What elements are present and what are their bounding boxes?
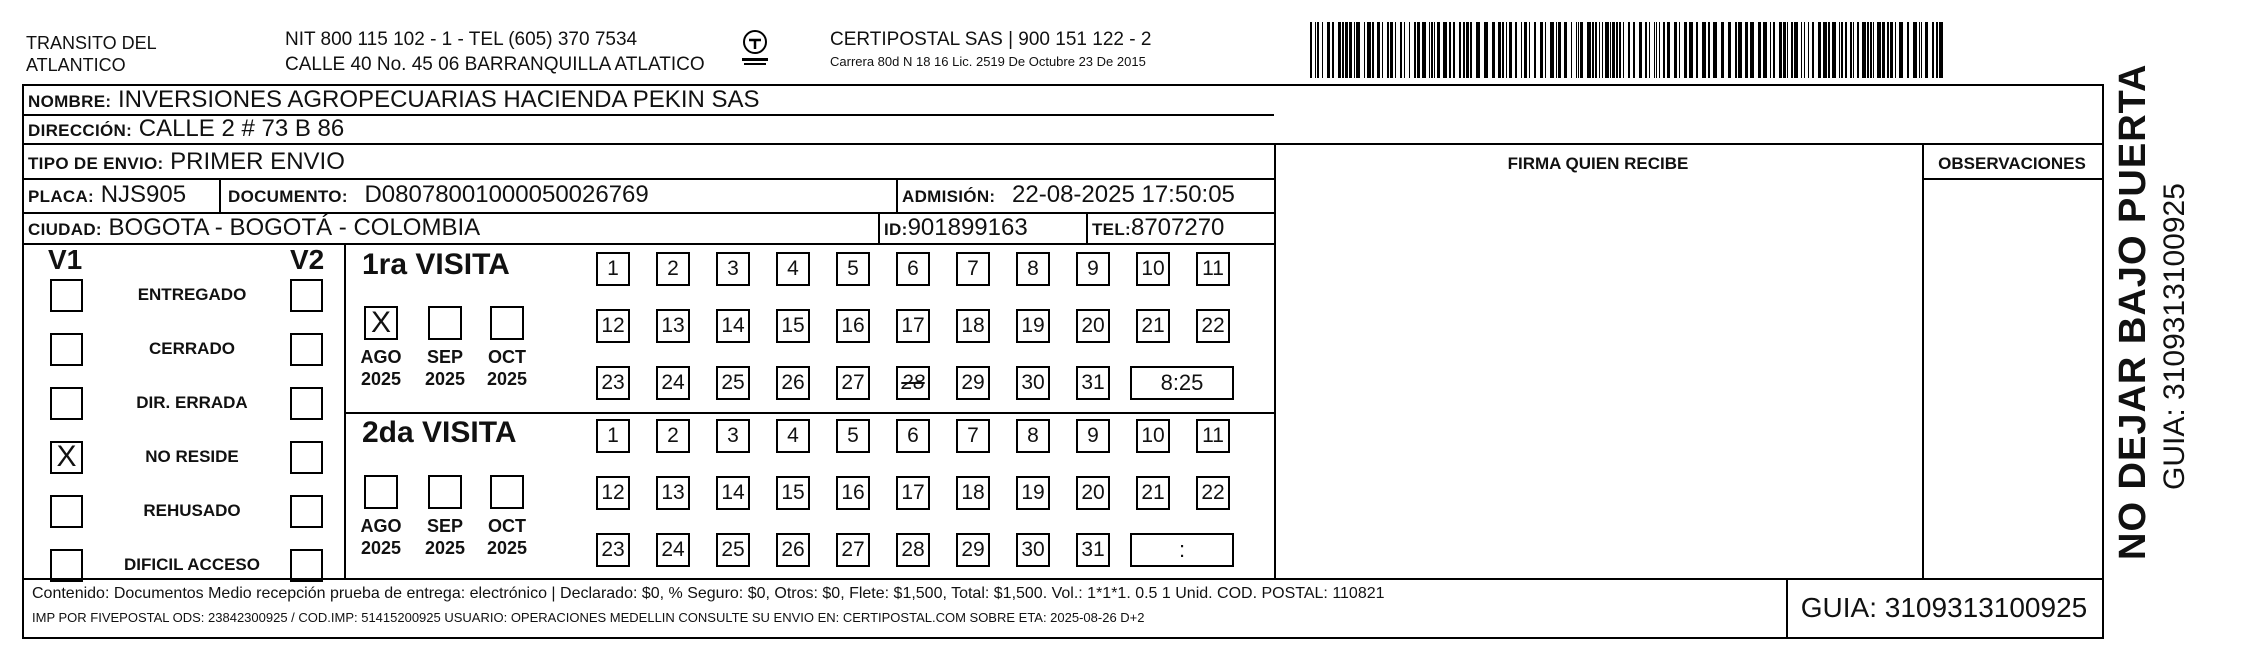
day-box[interactable]: 6: [896, 252, 930, 286]
placa-label: PLACA:: [28, 187, 95, 206]
barcode-bar: [1623, 22, 1624, 78]
barcode-bar: [1414, 22, 1416, 78]
rule: [896, 178, 898, 212]
v2-checkbox[interactable]: [290, 279, 323, 312]
barcode-bar: [1322, 22, 1323, 78]
day-box[interactable]: 11: [1196, 252, 1230, 286]
side-warning: NO DEJAR BAJO PUERTA: [2112, 63, 2154, 560]
barcode-bar: [1679, 22, 1680, 78]
v2-checkbox[interactable]: [290, 549, 323, 582]
barcode-bar: [1492, 22, 1495, 78]
footer-content: Contenido: Documentos Medio recepción prueba de entrega: electrónico | Declarado: $0, % Seguro: $0, Otros: $0, Flete: $1,500, Total: $1,500. Vol.: 1*1*1. 0.5 1 Unid. COD. POSTAL: 110821: [32, 585, 1385, 602]
rule: [1922, 143, 1924, 578]
day-box[interactable]: 24: [656, 533, 690, 567]
barcode-bar: [1317, 22, 1319, 78]
barcode-bar: [1364, 22, 1365, 78]
barcode-bar: [1377, 22, 1380, 78]
ciudad-value: BOGOTA - BOGOTÁ - COLOMBIA: [108, 214, 481, 241]
barcode-bar: [1429, 22, 1430, 78]
day-box[interactable]: 11: [1196, 419, 1230, 453]
barcode-bar: [1332, 22, 1334, 78]
status-label: ENTREGADO: [137, 285, 247, 304]
direccion-label: DIRECCIÓN:: [28, 121, 133, 140]
rule: [344, 412, 1274, 414]
barcode-bar: [1907, 22, 1909, 78]
v1-checkbox[interactable]: [50, 549, 83, 582]
time-box[interactable]: :: [1130, 533, 1234, 567]
barcode-bar: [1387, 22, 1389, 78]
month-label: AGO: [360, 516, 402, 536]
day-box[interactable]: 29: [956, 533, 990, 567]
day-box[interactable]: 31: [1076, 533, 1110, 567]
id-value: 901899163: [907, 214, 1028, 241]
barcode-bar: [1867, 22, 1869, 78]
barcode: [1310, 22, 1945, 78]
barcode-bar: [1921, 22, 1922, 78]
barcode-bar: [1850, 22, 1852, 78]
barcode-bar: [1812, 22, 1814, 78]
barcode-bar: [1936, 22, 1938, 78]
issuer-line-2: ATLANTICO: [26, 55, 126, 75]
barcode-bar: [1828, 22, 1830, 78]
month-year: 2025: [486, 369, 528, 389]
barcode-bar: [1342, 22, 1344, 78]
barcode-bar: [1338, 22, 1341, 78]
day-box[interactable]: 30: [1016, 533, 1050, 567]
barcode-bar: [1794, 22, 1798, 78]
status-label: DIFICIL ACCESO: [123, 555, 260, 574]
barcode-bar: [1409, 22, 1410, 78]
barcode-bar: [1708, 22, 1710, 78]
day-box[interactable]: 19: [1016, 309, 1050, 343]
day-box[interactable]: 17: [896, 309, 930, 343]
barcode-bar: [1349, 22, 1352, 78]
barcode-bar: [1576, 22, 1577, 78]
day-box[interactable]: 15: [776, 476, 810, 510]
day-box[interactable]: 18: [956, 476, 990, 510]
tipo-envio-label: TIPO DE ENVIO:: [28, 154, 164, 173]
rule: [22, 578, 2102, 580]
day-box[interactable]: 12: [596, 309, 630, 343]
day-box[interactable]: 27: [836, 366, 870, 400]
carrier-info: [830, 28, 1151, 72]
rule: [1922, 178, 2102, 180]
carrier-license: Carrera 80d N 18 16 Lic. 2519 De Octubre 23 De 2015: [830, 54, 1146, 69]
barcode-bar: [1545, 22, 1546, 78]
barcode-bar: [1696, 22, 1698, 78]
month-label: AGO: [360, 347, 402, 367]
month-checkbox[interactable]: [428, 475, 462, 509]
documento-field: [228, 181, 649, 211]
visit2-title: 2da VISITA: [362, 416, 517, 449]
barcode-bar: [1684, 22, 1687, 78]
issuer-info: [285, 27, 705, 77]
barcode-bar: [1932, 22, 1934, 78]
barcode-bar: [1919, 22, 1920, 78]
barcode-bar: [1738, 22, 1742, 78]
tel-label: TEL:: [1092, 220, 1131, 239]
direccion-value: CALLE 2 # 73 B 86: [138, 115, 345, 142]
time-box[interactable]: 8:25: [1130, 366, 1234, 400]
barcode-bar: [1395, 22, 1396, 78]
barcode-bar: [1372, 22, 1374, 78]
tipo-envio-value: PRIMER ENVIO: [170, 148, 345, 175]
barcode-bar: [1315, 22, 1316, 78]
barcode-bar: [1400, 22, 1402, 78]
day-box[interactable]: 1: [596, 419, 630, 453]
day-box[interactable]: 30: [1016, 366, 1050, 400]
day-box[interactable]: 26: [776, 533, 810, 567]
day-box[interactable]: 8: [1016, 252, 1050, 286]
day-box[interactable]: 2: [656, 419, 690, 453]
barcode-bar: [1654, 22, 1655, 78]
v1-checkbox[interactable]: [50, 495, 83, 528]
barcode-bar: [1659, 22, 1660, 78]
v2-checkbox[interactable]: [290, 333, 323, 366]
barcode-bar: [1877, 22, 1881, 78]
admision-label: ADMISIÓN:: [902, 187, 996, 206]
barcode-bar: [1745, 22, 1748, 78]
rule: [1274, 143, 1276, 578]
barcode-bar: [1645, 22, 1647, 78]
carrier-logo-icon: [738, 28, 772, 68]
barcode-bar: [1899, 22, 1903, 78]
day-box[interactable]: 3: [716, 419, 750, 453]
v1-label: V1: [48, 244, 83, 275]
nombre-label: NOMBRE:: [28, 92, 112, 111]
day-box[interactable]: 12: [596, 476, 630, 510]
day-box[interactable]: 3: [716, 252, 750, 286]
barcode-bar: [1354, 22, 1355, 78]
day-box[interactable]: 5: [836, 252, 870, 286]
day-box[interactable]: 14: [716, 309, 750, 343]
day-box[interactable]: 21: [1136, 476, 1170, 510]
month-label: SEP: [426, 516, 464, 536]
barcode-bar: [1773, 22, 1775, 78]
v2-checkbox[interactable]: [290, 495, 323, 528]
placa-field: [28, 181, 186, 211]
rule: [1086, 212, 1088, 243]
day-box[interactable]: 13: [656, 476, 690, 510]
barcode-bar: [1862, 22, 1866, 78]
barcode-bar: [1382, 22, 1383, 78]
issuer-address: CALLE 40 No. 45 06 BARRANQUILLA ATLATICO: [285, 54, 705, 75]
barcode-bar: [1656, 22, 1657, 78]
barcode-bar: [1779, 22, 1782, 78]
barcode-bar: [1823, 22, 1827, 78]
day-box[interactable]: 2: [656, 252, 690, 286]
barcode-bar: [1612, 22, 1615, 78]
barcode-bar: [1404, 22, 1405, 78]
barcode-bar: [1616, 22, 1618, 78]
day-box[interactable]: 4: [776, 419, 810, 453]
barcode-bar: [1367, 22, 1371, 78]
day-box[interactable]: 25: [716, 366, 750, 400]
rule: [219, 178, 221, 212]
month-label: OCT: [488, 516, 526, 536]
nombre-field: [28, 86, 760, 116]
day-box[interactable]: 18: [956, 309, 990, 343]
month-year: 2025: [424, 369, 466, 389]
barcode-bar: [1882, 22, 1885, 78]
day-box[interactable]: 22: [1196, 476, 1230, 510]
side-guia: GUIA: 3109313100925: [2158, 183, 2191, 490]
rule: [22, 178, 1276, 180]
observations-area[interactable]: [1926, 182, 2098, 574]
month-label: OCT: [488, 347, 526, 367]
barcode-bar: [1605, 22, 1609, 78]
barcode-bar: [1417, 22, 1420, 78]
barcode-bar: [1356, 22, 1360, 78]
barcode-bar: [1857, 22, 1859, 78]
barcode-bar: [1587, 22, 1591, 78]
month-year: 2025: [360, 538, 402, 558]
signature-area[interactable]: [1280, 180, 1916, 574]
v1-checkbox[interactable]: [50, 279, 83, 312]
day-box[interactable]: 23: [596, 366, 630, 400]
status-label: DIR. ERRADA: [136, 393, 248, 412]
checkmark-icon: X: [56, 440, 77, 473]
barcode-bar: [1808, 22, 1809, 78]
barcode-bar: [1540, 22, 1543, 78]
issuer-nit: NIT 800 115 102 - 1 - TEL (605) 370 7534: [285, 29, 638, 50]
barcode-bar: [1580, 22, 1583, 78]
day-box[interactable]: 5: [836, 419, 870, 453]
barcode-bar: [1434, 22, 1435, 78]
barcode-bar: [1804, 22, 1805, 78]
barcode-bar: [1639, 22, 1642, 78]
barcode-bar: [1674, 22, 1677, 78]
day-box[interactable]: 15: [776, 309, 810, 343]
barcode-bar: [1832, 22, 1836, 78]
placa-value: NJS905: [100, 181, 187, 208]
barcode-bar: [1890, 22, 1893, 78]
footer-guia: GUIA: 3109313100925: [1800, 592, 2088, 623]
v2-checkbox[interactable]: [290, 441, 323, 474]
v1-checkbox[interactable]: [50, 387, 83, 420]
month-year: 2025: [424, 538, 466, 558]
month-checkbox[interactable]: [364, 475, 398, 509]
barcode-bar: [1649, 22, 1650, 78]
day-box[interactable]: 16: [836, 476, 870, 510]
barcode-bar: [1770, 22, 1771, 78]
day-box[interactable]: 9: [1076, 419, 1110, 453]
barcode-bar: [1459, 22, 1461, 78]
day-box[interactable]: 1: [596, 252, 630, 286]
admision-value: 22-08-2025 17:50:05: [1012, 181, 1235, 208]
month-label: SEP: [426, 347, 464, 367]
day-box[interactable]: 20: [1076, 309, 1110, 343]
day-box[interactable]: 31: [1076, 366, 1110, 400]
barcode-bar: [1791, 22, 1793, 78]
barcode-bar: [1592, 22, 1594, 78]
rule: [878, 212, 880, 243]
barcode-bar: [1783, 22, 1786, 78]
barcode-bar: [1663, 22, 1665, 78]
status-label: REHUSADO: [143, 501, 241, 520]
documento-label: DOCUMENTO:: [228, 187, 348, 206]
barcode-bar: [1728, 22, 1731, 78]
month-checkbox[interactable]: [490, 475, 524, 509]
tel-value: 8707270: [1130, 214, 1225, 241]
day-box[interactable]: 17: [896, 476, 930, 510]
barcode-bar: [1735, 22, 1737, 78]
barcode-bar: [1873, 22, 1874, 78]
day-box[interactable]: 8: [1016, 419, 1050, 453]
status-label: NO RESIDE: [145, 447, 239, 466]
barcode-bar: [1556, 22, 1557, 78]
day-box[interactable]: 7: [956, 419, 990, 453]
month-checkbox[interactable]: [428, 306, 462, 340]
day-box[interactable]: 13: [656, 309, 690, 343]
checkmark-icon: X: [370, 306, 391, 339]
day-box[interactable]: 6: [896, 419, 930, 453]
day-box[interactable]: 19: [1016, 476, 1050, 510]
barcode-bar: [1595, 22, 1597, 78]
barcode-bar: [1310, 22, 1312, 78]
day-box[interactable]: 16: [836, 309, 870, 343]
barcode-bar: [1484, 22, 1488, 78]
barcode-bar: [1628, 22, 1630, 78]
barcode-bar: [1345, 22, 1348, 78]
barcode-bar: [1895, 22, 1896, 78]
barcode-bar: [1443, 22, 1447, 78]
day-box[interactable]: 27: [836, 533, 870, 567]
day-box[interactable]: 10: [1136, 419, 1170, 453]
barcode-bar: [1509, 22, 1512, 78]
day-box[interactable]: 22: [1196, 309, 1230, 343]
nombre-value: INVERSIONES AGROPECUARIAS HACIENDA PEKIN SAS: [118, 86, 760, 113]
firma-label: FIRMA QUIEN RECIBE: [1507, 154, 1689, 173]
observaciones-label: OBSERVACIONES: [1938, 154, 2086, 173]
day-box[interactable]: 23: [596, 533, 630, 567]
day-box[interactable]: 28: [896, 533, 930, 567]
tel-field: [1092, 214, 1224, 244]
day-box[interactable]: 24: [656, 366, 690, 400]
direccion-field: [28, 115, 344, 145]
barcode-bar: [1787, 22, 1788, 78]
rule: [344, 243, 346, 578]
barcode-bar: [1453, 22, 1455, 78]
v2-label: V2: [290, 244, 325, 275]
barcode-bar: [1750, 22, 1754, 78]
barcode-bar: [1763, 22, 1767, 78]
day-box[interactable]: 9: [1076, 252, 1110, 286]
id-field: [884, 214, 1028, 244]
v2-checkbox[interactable]: [290, 387, 323, 420]
barcode-bar: [1801, 22, 1802, 78]
barcode-bar: [1422, 22, 1426, 78]
footer-print-info: IMP POR FIVEPOSTAL ODS: 23842300925 / COD.IMP: 51415200925 USUARIO: OPERACIONES MEDELLIN CONSULTE SU ENVIO EN: CERTIPOSTAL.COM SOBRE ETA: 2025-08-26 D+2: [32, 610, 1145, 625]
v1-checkbox[interactable]: [50, 333, 83, 366]
barcode-bar: [1887, 22, 1889, 78]
barcode-bar: [1327, 22, 1330, 78]
day-box[interactable]: 10: [1136, 252, 1170, 286]
barcode-bar: [1515, 22, 1517, 78]
barcode-bar: [1463, 22, 1465, 78]
barcode-bar: [1550, 22, 1554, 78]
barcode-bar: [1713, 22, 1717, 78]
barcode-bar: [1599, 22, 1600, 78]
day-box[interactable]: 21: [1136, 309, 1170, 343]
barcode-bar: [1853, 22, 1854, 78]
day-box[interactable]: 28: [896, 366, 930, 400]
visit1-title: 1ra VISITA: [362, 248, 510, 281]
day-box[interactable]: 26: [776, 366, 810, 400]
barcode-bar: [1667, 22, 1670, 78]
day-box[interactable]: 7: [956, 252, 990, 286]
barcode-bar: [1939, 22, 1943, 78]
barcode-bar: [1437, 22, 1440, 78]
day-box[interactable]: 4: [776, 252, 810, 286]
barcode-bar: [1431, 22, 1433, 78]
barcode-bar: [1845, 22, 1847, 78]
barcode-bar: [1571, 22, 1572, 78]
barcode-bar: [1925, 22, 1928, 78]
barcode-bar: [1721, 22, 1724, 78]
barcode-bar: [1702, 22, 1706, 78]
barcode-bar: [1913, 22, 1917, 78]
barcode-bar: [1506, 22, 1507, 78]
day-box[interactable]: 29: [956, 366, 990, 400]
barcode-bar: [1818, 22, 1821, 78]
month-year: 2025: [486, 538, 528, 558]
barcode-bar: [1564, 22, 1567, 78]
admision-field: [902, 181, 1235, 211]
documento-value: D08078001000050026769: [364, 181, 649, 208]
barcode-bar: [1578, 22, 1579, 78]
barcode-bar: [1841, 22, 1843, 78]
barcode-bar: [1449, 22, 1451, 78]
barcode-bar: [1466, 22, 1469, 78]
barcode-bar: [1476, 22, 1480, 78]
ciudad-field: [28, 214, 480, 244]
barcode-bar: [1758, 22, 1761, 78]
barcode-bar: [1498, 22, 1501, 78]
barcode-bar: [1502, 22, 1504, 78]
month-year: 2025: [360, 369, 402, 389]
month-checkbox[interactable]: [490, 306, 524, 340]
day-box[interactable]: 25: [716, 533, 750, 567]
barcode-bar: [1633, 22, 1635, 78]
barcode-bar: [1870, 22, 1872, 78]
barcode-bar: [1521, 22, 1522, 78]
barcode-bar: [1839, 22, 1840, 78]
issuer-name: [26, 32, 157, 76]
barcode-bar: [1529, 22, 1530, 78]
barcode-bar: [1602, 22, 1603, 78]
barcode-bar: [1390, 22, 1393, 78]
day-box[interactable]: 20: [1076, 476, 1110, 510]
barcode-bar: [1534, 22, 1536, 78]
carrier-name: CERTIPOSTAL SAS | 900 151 122 - 2: [830, 29, 1152, 50]
ciudad-label: CIUDAD:: [28, 220, 102, 239]
status-label: CERRADO: [149, 339, 235, 358]
barcode-bar: [1689, 22, 1693, 78]
barcode-bar: [1524, 22, 1527, 78]
barcode-bar: [1558, 22, 1561, 78]
day-box[interactable]: 14: [716, 476, 750, 510]
barcode-bar: [1470, 22, 1472, 78]
barcode-bar: [1610, 22, 1611, 78]
id-label: ID:: [884, 220, 908, 239]
issuer-line-1: TRANSITO DEL: [26, 33, 157, 53]
barcode-bar: [1619, 22, 1621, 78]
tipo-envio-field: [28, 148, 345, 178]
